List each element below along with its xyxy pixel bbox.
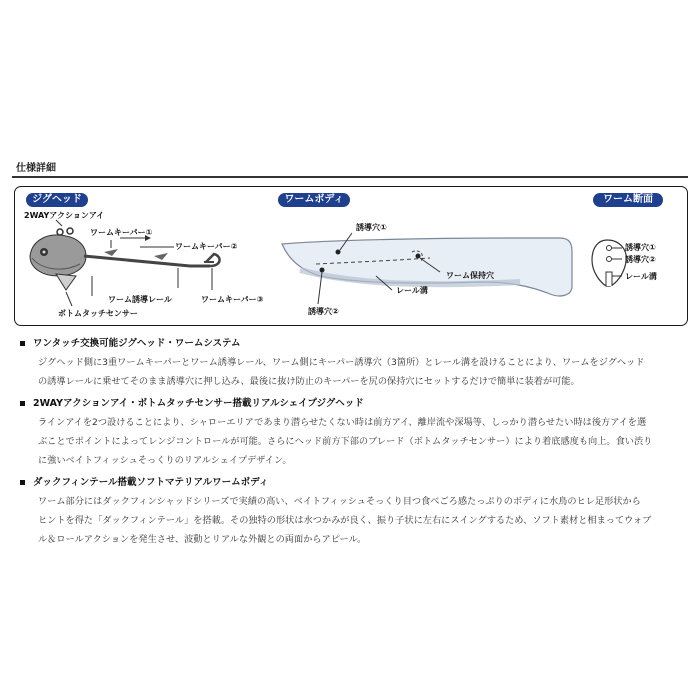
label-worm-keeper-1: ワームキーパー① (90, 228, 153, 237)
label-section-hole-2: 誘導穴② (625, 255, 656, 264)
worm-keeper-2-icon (154, 253, 168, 260)
spec-item (20, 394, 688, 470)
bullet-icon (20, 480, 25, 485)
spec-title: ダックフィンテール搭載ソフトマテリアルワームボディ (33, 477, 269, 488)
spec-body (38, 353, 688, 391)
spec-body (38, 413, 688, 470)
spec-line: ヒントを得た「ダックフィンテール」を搭載。その独特の形状は水つかみが良く、振り子状に左右にスイングするため、ソフト素材と相まってウォブ (38, 515, 652, 526)
spec-item (20, 334, 688, 391)
bullet-icon (20, 341, 25, 346)
worm-keeper-1-icon (104, 249, 118, 256)
spec-line: に強いベイトフィッシュそっくりのリアルシェイプデザイン。 (38, 455, 292, 466)
worm-guide-rail (84, 256, 210, 266)
spec-line: ワーム部分にはダックフィンシャッドシリーズで実績の高い、ベイトフィッシュそっくり目つ食べごろ感たっぷりのボディに水鳥のヒレ足形状から (38, 496, 641, 507)
label-worm-keeper-3: ワームキーパー③ (201, 295, 264, 304)
spec-item (20, 473, 688, 549)
label-section-hole-1: 誘導穴① (625, 243, 656, 252)
spec-line: ル＆ロールアクションを発生させ、波動とリアルな外観との両面からアピール。 (38, 534, 367, 545)
label-section-rail-groove: レール溝 (625, 272, 657, 281)
jighead-head-shape (30, 235, 86, 276)
line-eye-rear-icon (67, 228, 73, 234)
label-rail-groove: レール溝 (396, 286, 428, 295)
label-worm-guide-rail: ワーム誘導レール (108, 295, 172, 304)
tab-worm-body: ワームボディ (278, 193, 350, 207)
page-title: 仕様詳細 (16, 163, 56, 174)
spec-list (20, 334, 688, 552)
spec-line: ジグヘッド側に3重ワームキーパーとワーム誘導レール、ワーム側にキーパー誘導穴（3箇所）とレール溝を設けることにより、ワームをジグヘッド (38, 357, 645, 368)
bottom-touch-sensor-blade (56, 274, 76, 290)
line-eye-front-icon (57, 229, 63, 235)
spec-title: 2WAYアクションアイ・ボトムタッチセンサー搭載リアルシェイプジグヘッド (33, 398, 364, 409)
bullet-icon (20, 401, 25, 406)
label-guide-hole-1: 誘導穴① (356, 223, 387, 232)
label-2way-action-eye: 2WAYアクションアイ (24, 211, 105, 220)
spec-line: ラインアイを2つ設けることにより、シャローエリアであまり潜らせたくない時は前方アイ、離岸流や深場等、しっかり潜らせたい時は後方アイを選 (38, 417, 647, 428)
label-guide-hole-2: 誘導穴② (308, 307, 339, 316)
guide-hole-1-icon (336, 250, 341, 255)
label-bottom-touch-sensor: ボトムタッチセンサー (58, 309, 138, 318)
spec-title: ワンタッチ交換可能ジグヘッド・ワームシステム (33, 338, 241, 349)
section-hole-2-icon (607, 257, 612, 262)
section-groove (606, 272, 612, 286)
spec-body (38, 492, 688, 549)
label-worm-holder-hole: ワーム保持穴 (446, 271, 494, 280)
section-hole-1-icon (607, 246, 612, 251)
worm-section-illustration (592, 240, 626, 286)
tab-worm-section: ワーム断面 (593, 193, 663, 207)
spec-line: の誘導レールに乗せてそのまま誘導穴に押し込み、最後に抜け防止のキーパーを尻の保持穴にセットするだけで簡単に装着が可能。 (38, 376, 580, 387)
hook-bend (206, 254, 220, 266)
spec-line: ぶことでポイントによってレンジコントロールが可能。さらにヘッド前方下部のブレード（ボトムタッチセンサー）により着底感度も向上。食い渋り (38, 436, 653, 447)
holder-hole-icon (416, 254, 421, 259)
tab-jighead: ジグヘッド (26, 193, 88, 207)
guide-hole-2-icon (320, 268, 325, 273)
label-worm-keeper-2: ワームキーパー② (175, 242, 238, 251)
